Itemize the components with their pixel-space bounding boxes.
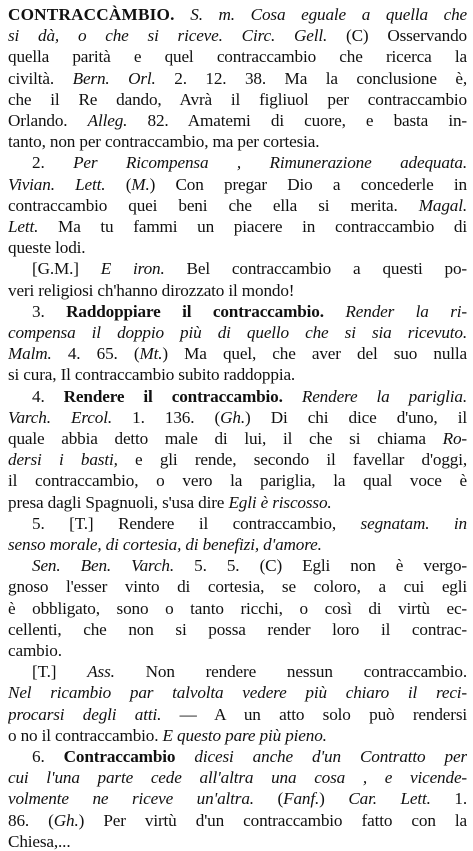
italic-text: Varch. Ercol. <box>8 407 112 427</box>
italic-text: compensa il doppio più di quello che si sia ricevuto. <box>8 323 467 342</box>
italic-text: Ro- <box>442 429 467 448</box>
text-line <box>8 89 467 110</box>
text-run: cambio. <box>8 641 62 660</box>
citation-line <box>32 555 467 576</box>
text-run: 1. 136. ( <box>111 407 221 427</box>
text-run: civiltà. <box>8 68 73 88</box>
italic-text: Gh. <box>53 810 79 830</box>
text-line <box>8 492 467 513</box>
text-run: il contraccambio, o vero la pariglia, la qual voce è <box>8 471 467 491</box>
text-run: — A un atto solo può rendersi <box>161 704 467 724</box>
italic-text: segnatam. in <box>360 513 467 533</box>
text-line <box>8 364 467 385</box>
text-run: si cura, Il contraccambio subito raddoppia. <box>8 365 296 385</box>
text-run: 4. 65. ( <box>51 344 140 364</box>
text-line <box>8 280 467 301</box>
tommaseo-note-line <box>32 661 467 682</box>
text-run: ) Con pregar Dio a concederle in <box>149 174 467 194</box>
text-run <box>283 387 302 406</box>
italic-text: E questo pare più pieno. <box>162 725 327 745</box>
italic-text: E iron. <box>100 259 165 279</box>
italic-text: Nel ricambio par talvolta vedere più chiaro il reci- <box>8 683 467 703</box>
text-run: 5. 5. (C) Egli non è vergo- <box>174 556 467 576</box>
text-line <box>8 767 467 788</box>
text-line <box>8 640 467 661</box>
text-line <box>8 598 467 619</box>
text-run: 6. <box>32 747 64 766</box>
text-line <box>8 788 467 809</box>
text-run: 4. <box>32 386 64 406</box>
text-run: o no il contraccambio. <box>8 725 163 745</box>
text-run <box>175 5 191 24</box>
text-run <box>324 302 346 321</box>
text-line <box>8 216 467 237</box>
italic-text: si dà, o che si riceve. Circ. Gell. <box>8 26 328 46</box>
italic-text: Alleg. <box>87 111 128 130</box>
text-line <box>8 46 467 67</box>
text-line <box>8 131 467 152</box>
text-line <box>8 449 467 470</box>
bold-text: Rendere il contraccambio. <box>63 386 283 406</box>
text-run: ) Di chi dice d'uno, il <box>245 407 467 427</box>
italic-text: cui l'una parte cede all'altra una cosa , e vicende- <box>8 768 467 788</box>
italic-text: Magal. <box>418 195 467 215</box>
italic-text: Ass. <box>87 662 115 682</box>
text-run: contraccambio quei beni che ella si merita. <box>8 195 419 215</box>
italic-text: Car. Lett. <box>348 789 431 809</box>
bold-text: Contraccambio <box>63 747 176 766</box>
text-run: 86. ( <box>8 810 54 830</box>
text-run: ( <box>105 174 132 194</box>
text-run: e gli rende, secondo il favellar d'oggi, <box>117 450 467 470</box>
italic-text: Sen. Ben. Varch. <box>32 556 175 576</box>
bold-text: CONTRACCÀMBIO. <box>8 5 175 24</box>
text-run: ) <box>319 789 349 809</box>
text-run: ) Ma quel, che aver del suo nulla <box>162 344 467 364</box>
bold-text: Raddoppiare il contraccambio. <box>66 301 324 321</box>
text-run: ) Per virtù d'un contraccambio fatto con la <box>78 810 467 830</box>
text-run: [G.M.] <box>32 259 101 279</box>
text-run: è obbligato, sono o tanto ricchi, o così di virtù ec- <box>8 598 467 618</box>
text-run: Chiesa,... <box>8 831 71 851</box>
text-run: Bel contraccambio a questi po- <box>164 259 467 279</box>
text-line <box>8 110 467 131</box>
italic-text: Bern. Orl. <box>72 68 156 88</box>
italic-text: dicesi anche d'un Contratto per <box>194 747 467 766</box>
text-line <box>8 576 467 597</box>
text-line <box>8 810 467 831</box>
text-line <box>8 534 467 555</box>
text-run: 82. Amatemi di cuore, e basta in- <box>127 111 467 130</box>
text-line <box>8 704 467 725</box>
italic-text: Render la ri- <box>345 301 467 321</box>
entry-headword-line <box>8 4 467 25</box>
text-line <box>8 725 467 746</box>
text-run: 2. <box>32 153 74 173</box>
gm-note-line <box>32 258 467 279</box>
text-run: Orlando. <box>8 111 88 130</box>
text-run: 5. [T.] Rendere il contraccambio, <box>32 513 361 533</box>
text-run: cellenti, che non si possa render loro il contrac- <box>8 619 467 639</box>
italic-text: Egli è riscosso. <box>228 492 332 512</box>
text-run: 1. <box>430 789 467 809</box>
text-run: tanto, non per contraccambio, ma per cortesia. <box>8 132 320 152</box>
italic-text: senso morale, di cortesia, di benefizi, d'amore. <box>8 535 322 554</box>
text-line <box>8 343 467 364</box>
text-run: Ma tu fammi un piacere in contraccambio di <box>38 217 467 236</box>
italic-text: Malm. <box>8 344 52 364</box>
italic-text: S. m. Cosa eguale a quella che <box>190 5 467 24</box>
text-line <box>8 237 467 258</box>
italic-text: Fanf. <box>283 789 320 809</box>
text-run: veri religiosi ch'hanno dirozzato il mondo! <box>8 280 295 300</box>
text-line <box>8 831 467 851</box>
text-run: 2. 12. 38. Ma la conclusione è, <box>155 68 467 88</box>
italic-text: dersi i basti, <box>8 450 118 470</box>
text-line <box>8 25 467 46</box>
text-run <box>175 747 194 766</box>
text-run: 3. <box>32 301 67 321</box>
text-run: quella parità e quel contraccambio che ricerca la <box>8 47 467 67</box>
italic-text: Rendere la pariglia. <box>301 386 467 406</box>
text-line <box>8 407 467 428</box>
sense-6-line <box>32 746 467 767</box>
text-line <box>8 68 467 89</box>
text-run: (C) Osservando <box>327 26 467 46</box>
sense-4-line <box>32 386 467 407</box>
text-line <box>8 195 467 216</box>
italic-text: M. <box>131 174 150 194</box>
italic-text: Vivian. Lett. <box>8 174 106 194</box>
italic-text: Gh. <box>220 407 245 427</box>
text-line <box>8 428 467 449</box>
text-run: [T.] <box>32 662 88 682</box>
text-run: ( <box>253 789 284 809</box>
text-line <box>8 682 467 703</box>
text-line <box>8 174 467 195</box>
text-line <box>8 470 467 491</box>
text-run: queste lodi. <box>8 238 86 258</box>
italic-text: procarsi degli atti. <box>8 704 162 724</box>
italic-text: volmente ne riceve un'altra. <box>8 789 254 809</box>
sense-5-line <box>32 513 467 534</box>
sense-2-line <box>32 152 467 173</box>
sense-3-line <box>32 301 467 322</box>
text-run: presa dagli Spagnuoli, s'usa dire <box>8 492 229 512</box>
text-run: quale abbia detto male di lui, il che si chiama <box>8 429 443 448</box>
italic-text: Per Ricompensa , Rimunerazione adequata. <box>73 153 467 173</box>
text-run: gnoso l'esser vinto di cortesia, se coloro, a cui egli <box>8 577 467 597</box>
italic-text: Mt. <box>139 344 163 364</box>
text-run: Non rendere nessun contraccambio. <box>114 662 467 682</box>
text-line <box>8 619 467 640</box>
text-run: che il Re dando, Avrà il figliuol per contraccambio <box>8 89 467 109</box>
italic-text: Lett. <box>8 217 39 236</box>
text-line <box>8 322 467 343</box>
